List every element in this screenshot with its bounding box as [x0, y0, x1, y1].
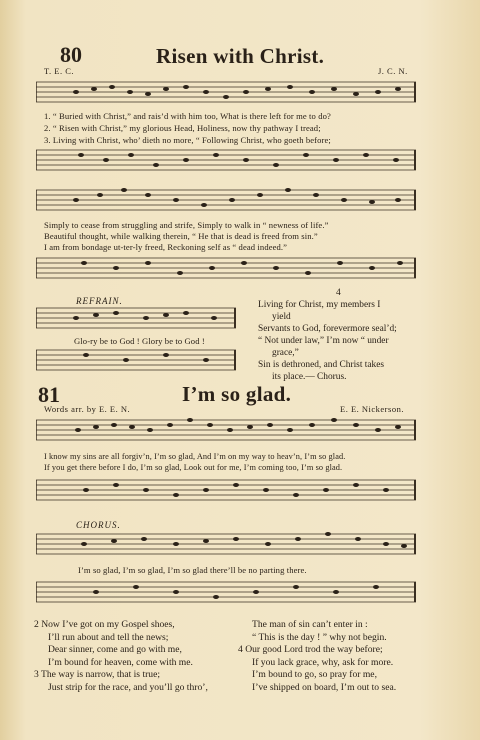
verse-line: 4 Our good Lord trod the way before; [238, 644, 383, 656]
refrain-bass-staff [36, 346, 236, 368]
hymn-81-composer: E. E. Nickerson. [340, 404, 404, 414]
hymn-80-line: 1. “ Buried with Christ,” and rais’d with him too, What is there left for me to do? [44, 111, 331, 121]
verse-line: Just strip for the race, and you’ll go thro’, [48, 681, 208, 693]
verse-line: 3 The way is narrow, that is true; [34, 669, 161, 681]
hymn-81-title: I’m so glad. [182, 382, 292, 406]
music-staff [36, 146, 416, 168]
hymn-81-verses-right [238, 619, 396, 695]
hymn-81-line: I know my sins are all forgiv’n, I’m so glad, And I’m on my way to heav’n, I’m so glad. [44, 452, 346, 461]
verse-line: I’m bound for heaven, come with me. [48, 656, 193, 668]
hymn-80-line: 3. Living with Christ, who’ dieth no more, “ Following Christ, who goeth before; [44, 135, 331, 145]
verse-line: I’ll run about and tell the news; [48, 631, 169, 643]
verse-line: “ Not under law,” I’m now “ under [258, 336, 389, 346]
refrain-text: Glo-ry be to God ! Glory be to God ! [74, 336, 205, 346]
music-staff [36, 578, 416, 600]
chorus-staff [36, 530, 416, 552]
hymn-81-verses-left [34, 619, 208, 695]
hymn-81-line: If you get there before I do, I’m so glad, Look out for me, I’m coming too, I’m so glad. [44, 463, 343, 472]
hymn-80-line: Simply to cease from struggling and strife, Simply to walk in “ newness of life.” [44, 220, 329, 230]
music-staff [36, 416, 416, 438]
verse-line: Living for Christ, my members I [258, 300, 381, 310]
hymn-80-line: I am from bondage ut-ter-ly freed, Reckoning self as “ dead indeed.” [44, 242, 288, 252]
chorus-text: I’m so glad, I’m so glad, I’m so glad there’ll be no parting there. [78, 565, 307, 575]
music-staff [36, 476, 416, 498]
verse-line: Dear sinner, come and go with me, [48, 644, 182, 656]
verse-line: yield [272, 312, 291, 322]
hymn-80-credit-right: J. C. N. [378, 66, 408, 76]
hymn-81-words-credit: Words arr. by E. E. N. [44, 404, 131, 414]
music-staff [36, 254, 416, 276]
verse-line: I’m bound to go, so pray for me, [252, 669, 377, 681]
verse-line: its place.— Chorus. [272, 372, 347, 382]
verse-4-number: 4 [336, 288, 341, 298]
chorus-label: CHORUS. [76, 520, 121, 530]
hymn-81-number: 81 [38, 382, 60, 407]
verse-line: I’ve shipped on board, I’m out to sea. [252, 681, 397, 693]
verse-line: Sin is dethroned, and Christ takes [258, 360, 385, 370]
hymn-80-line: 2. “ Risen with Christ,” my glorious Head, Holiness, now thy pathway I tread; [44, 123, 321, 133]
refrain-label: REFRAIN. [76, 296, 123, 306]
verse-line: The man of sin can’t enter in : [252, 619, 368, 630]
verse-line: If you lack grace, why, ask for more. [252, 656, 394, 668]
music-staff [36, 78, 416, 100]
music-staff [36, 186, 416, 208]
hymn-80-title: Risen with Christ. [156, 44, 325, 68]
verse-4 [258, 299, 397, 383]
refrain-staff [36, 304, 236, 326]
verse-line: 2 Now I’ve got on my Gospel shoes, [34, 619, 175, 630]
verse-line: “ This is the day ! ” why not begin. [252, 631, 387, 643]
page-number: 80 [60, 42, 82, 67]
verse-line: grace,” [272, 348, 299, 358]
verse-line: Servants to God, forevermore seal’d; [258, 324, 397, 334]
hymn-80-credit-left: T. E. C. [44, 66, 75, 76]
hymn-80-line: Beautiful thought, while walking therein, “ He that is dead is freed from sin.” [44, 231, 318, 241]
